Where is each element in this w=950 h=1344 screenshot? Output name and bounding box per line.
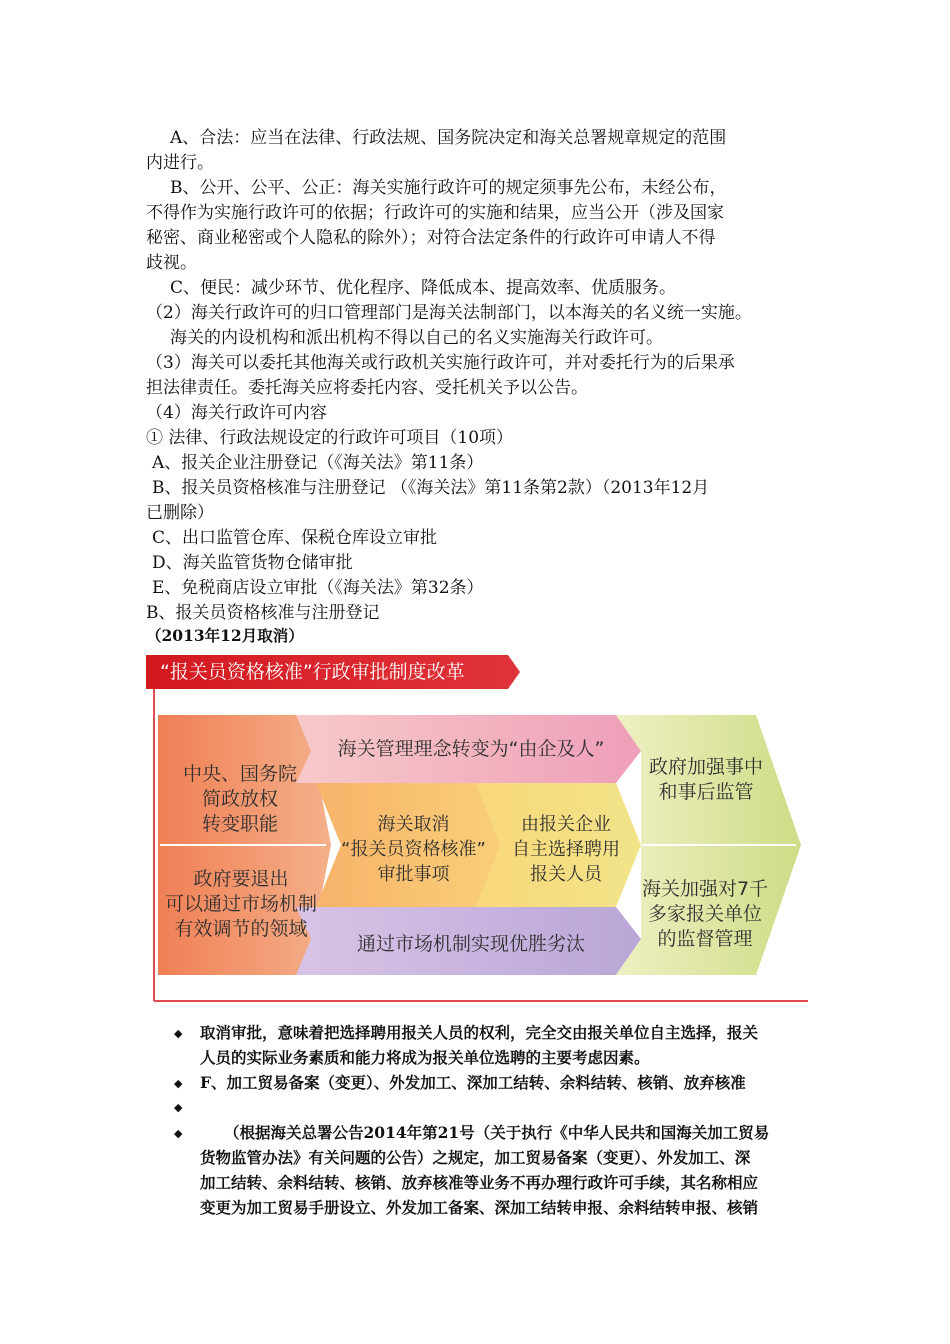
list-item-b-line2: 已删除） bbox=[146, 503, 214, 523]
bullet-4-line4: 变更为加工贸易手册设立、外发加工备案、深加工结转申报、余料结转申报、核销 bbox=[200, 1198, 759, 1217]
section-3-line1: （3）海关可以委托其他海关或行政机关实施行政许可，并对委托行为的后果承 bbox=[146, 353, 735, 373]
bullet-4-line3: 加工结转、余料结转、核销、放弃核准等业务不再办理行政许可手续，其名称相应 bbox=[200, 1173, 759, 1192]
diagram-right-bottom: 海关加强对7千 多家报关单位 的监督管理 bbox=[641, 878, 769, 950]
bullet-marker-4: ◆ bbox=[174, 1127, 183, 1140]
repeat-item-b: B、报关员资格核准与注册登记 bbox=[146, 603, 380, 623]
principle-b-line4: 歧视。 bbox=[146, 253, 197, 273]
section-4-heading: （4）海关行政许可内容 bbox=[146, 403, 327, 423]
bullet-4-line2: 货物监管办法》有关问题的公告）之规定，加工贸易备案（变更）、外发加工、深 bbox=[200, 1148, 751, 1167]
bullet-2-line1: F、加工贸易备案（变更）、外发加工、深加工结转、余料结转、核销、放弃核准 bbox=[200, 1073, 746, 1092]
list-item-b-line1: B、报关员资格核准与注册登记 （《海关法》第11条第2款）（2013年12月 bbox=[152, 478, 710, 498]
bullet-marker-3: ◆ bbox=[174, 1101, 183, 1114]
diagram-left-top: 中央、国务院 简政放权 转变职能 bbox=[182, 763, 297, 835]
principle-b-line3: 秘密、商业秘密或个人隐私的除外）；对符合法定条件的行政许可申请人不得 bbox=[146, 228, 716, 248]
list-item-c: C、出口监管仓库、保税仓库设立审批 bbox=[152, 528, 438, 548]
bullet-marker-1: ◆ bbox=[174, 1027, 183, 1040]
diagram-left-bottom: 政府要退出 可以通过市场机制 有效调节的领域 bbox=[164, 868, 317, 940]
bullet-marker-2: ◆ bbox=[174, 1077, 183, 1090]
diagram-top-band: 海关管理理念转变为“由企及人” bbox=[337, 738, 605, 760]
bullet-4-line1: （根据海关总署公告2014年第21号（关于执行《中华人民共和国海关加工贸易 bbox=[224, 1123, 770, 1142]
section-2-line2: 海关的内设机构和派出机构不得以自己的名义实施海关行政许可。 bbox=[170, 328, 663, 348]
principle-b-line2: 不得作为实施行政许可的依据；行政许可的实施和结果，应当公开（涉及国家 bbox=[146, 203, 724, 223]
diagram-bottom-band: 通过市场机制实现优胜劣汰 bbox=[356, 933, 585, 955]
section-3-line2: 担法律责任。委托海关应将委托内容、受托机关予以公告。 bbox=[146, 378, 588, 398]
diagram-right-top: 政府加强事中 和事后监管 bbox=[648, 756, 763, 803]
diagram-banner-title: “报关员资格核准”行政审批制度改革 bbox=[160, 661, 465, 683]
bullet-1-line2: 人员的实际业务素质和能力将成为报关单位选聘的主要考虑因素。 bbox=[200, 1048, 650, 1067]
principle-c-line1: C、便民：减少环节、优化程序、降低成本、提高效率、优质服务。 bbox=[170, 278, 677, 298]
principle-b-line1: B、公开、公平、公正：海关实施行政许可的规定须事先公布，未经公布， bbox=[170, 178, 727, 198]
reform-diagram bbox=[146, 655, 810, 1005]
diagram-center-left: 海关取消 “报关员资格核准” 审批事项 bbox=[341, 814, 486, 885]
list-title: ① 法律、行政法规设定的行政许可项目（10项） bbox=[146, 428, 514, 448]
bullet-1-line1: 取消审批，意味着把选择聘用报关人员的权利，完全交由报关单位自主选择，报关 bbox=[200, 1023, 759, 1042]
list-item-d: D、海关监管货物仓储审批 bbox=[152, 553, 353, 573]
section-2-line1: （2）海关行政许可的归口管理部门是海关法制部门，以本海关的名义统一实施。 bbox=[146, 303, 752, 323]
diagram-center-right: 由报关企业 自主选择聘用 报关人员 bbox=[512, 814, 620, 885]
list-item-e: E、免税商店设立审批（《海关法》第32条） bbox=[152, 578, 484, 598]
principle-a-line2: 内进行。 bbox=[146, 153, 214, 173]
principle-a-line1: A、合法：应当在法律、行政法规、国务院决定和海关总署规章规定的范围 bbox=[170, 128, 727, 148]
list-item-a: A、报关企业注册登记（《海关法》第11条） bbox=[152, 453, 484, 473]
cancel-note: （2013年12月取消） bbox=[146, 626, 304, 645]
